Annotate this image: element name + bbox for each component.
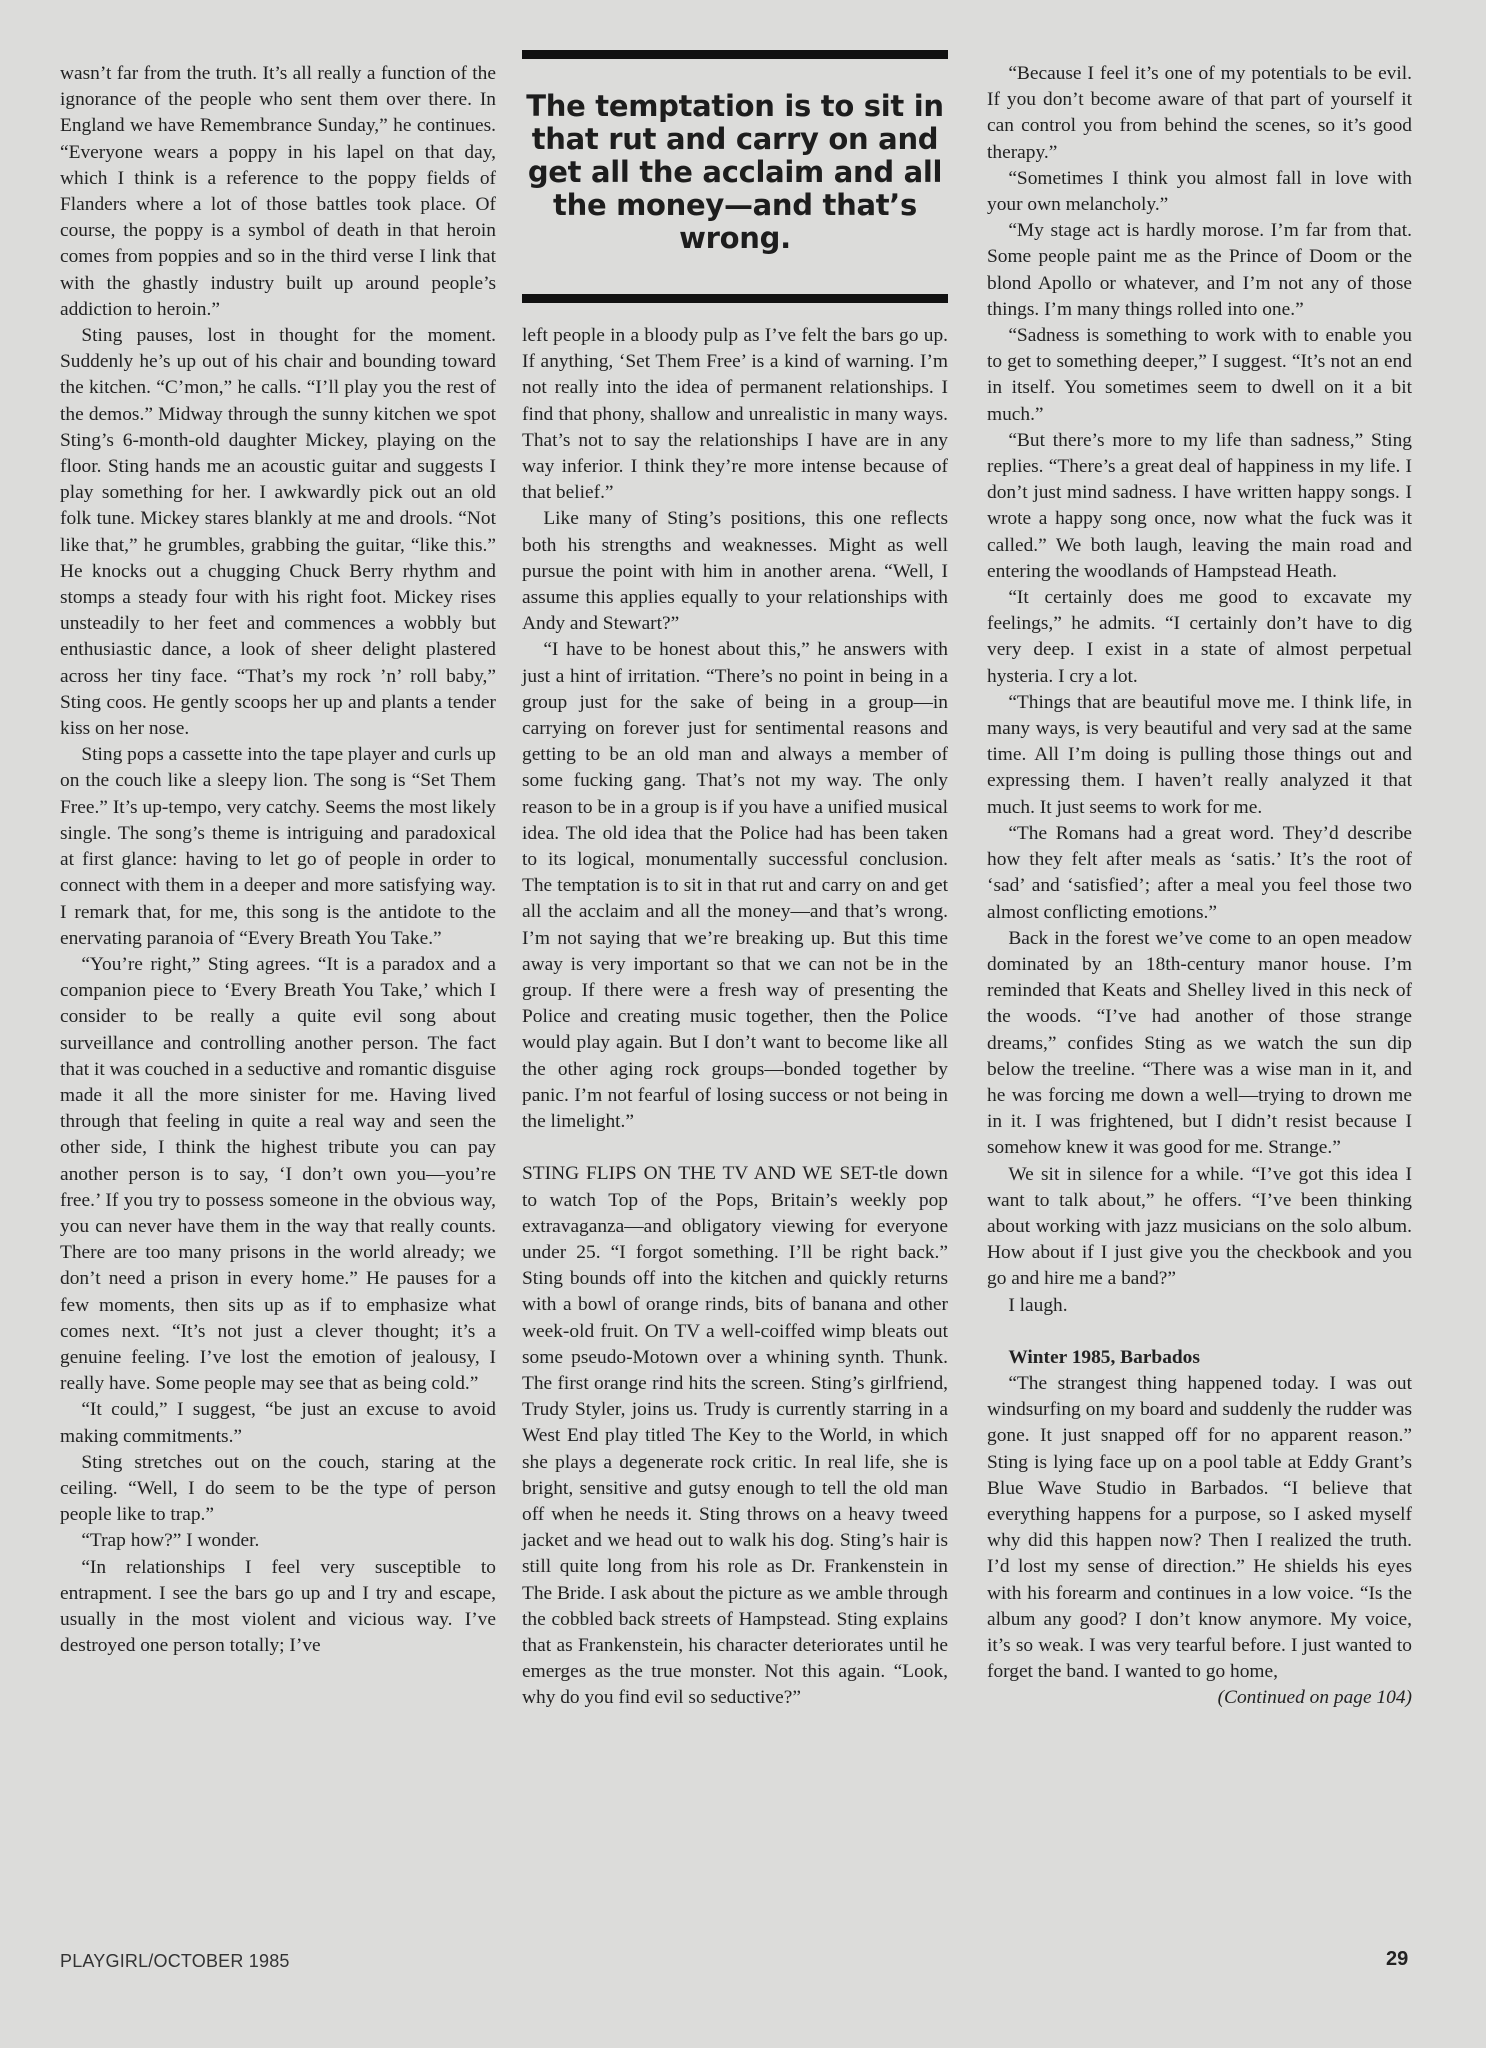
- paragraph: “I have to be honest about this,” he answers with just a hint of irritation. “There’s no point in being in a group just for the sake of being in a group—in carrying on forever just for sentimental reasons and getting to be an old man and always a member of some fucking gang. That’s not my way. The only reason to be in a group is if you have a unified musical idea. The old idea that the Police had has been taken to its logical, monumentally successful conclusion. The temptation is to sit in that rut and carry on and get all the acclaim and all the money—and that’s wrong. I’m not saying that we’re breaking up. But this time away is very important so that we can not be in the group. If there were a fresh way of presenting the Police and creating music together, then the Police would play again. But I don’t want to become like all the other aging rock groups—bonded together by panic. I’m not fearful of losing success or not being in the limelight.”: [522, 639, 948, 1133]
- section-paragraph: [522, 1161, 948, 1711]
- continued-jump-line: (Continued on page 104): [1217, 1687, 1412, 1709]
- section-subhead: Winter 1985, Barbados: [1008, 1346, 1200, 1368]
- section-break: [987, 1319, 1412, 1345]
- paragraph: “Because I feel it’s one of my potentials to be evil. If you don’t become aware of that part of yourself it can control you from behind the scenes, so it’s good therapy.”: [987, 63, 1412, 163]
- paragraph: “It could,” I suggest, “be just an excuse to avoid making commitments.”: [60, 1399, 496, 1447]
- paragraph: “But there’s more to my life than sadness,” Sting replies. “There’s a great deal of happiness in my life. I don’t just mind sadness. I have written happy songs. I wrote a happy song once, now what the fuck was it called.” We both laugh, leaving the main road and entering the woodlands of Hampstead Heath.: [987, 429, 1412, 582]
- paragraph: Back in the forest we’ve come to an open meadow dominated by an 18th-century manor house. I’m reminded that Keats and Shelley lived in this neck of the woods. “I’ve had another of those strange dreams,” confides Sting as we watch the sun dip below the treeline. “There was a wise man in it, and he was forcing me down a well—trying to drown me in it. I was frightened, but I didn’t resist because I somehow knew it was good for me. Strange.”: [987, 927, 1412, 1159]
- column-right: [987, 61, 1412, 1712]
- paragraph: “Trap how?” I wonder.: [81, 1530, 260, 1552]
- paragraph: “Sadness is something to work with to enable you to get to something deeper,” I suggest. “It’s not an end in itself. You sometimes seem to dwell on it a bit much.”: [987, 325, 1412, 425]
- paragraph: “You’re right,” Sting agrees. “It is a paradox and a companion piece to ‘Every Breath You Take,’ which I consider to be really a quite evil song about surveillance and controlling another person. The fact that it was couched in a seductive and romantic disguise made it all the more sinister for me. Having lived through that feeling in quite a real way and seen the other side, I think the highest tribute you can pay another person is to say, ‘I don’t own you—you’re free.’ If you try to possess someone in the obvious way, you can never have them in the way that really counts. There are too many prisons in the world already; we don’t need a prison in every home.” He pauses for a few moments, then sits up as if to emphasize what comes next. “It’s not just a clever thought; it’s a genuine feeling. I’ve lost the emotion of jealousy, I really have. Some people may see that as being cold.”: [60, 953, 496, 1395]
- paragraph: “Things that are beautiful move me. I think life, in many ways, is very beautiful and very sad at the same time. All I’m doing is pulling those things out and expressing them. I haven’t really analyzed it that much. It just seems to work for me.: [987, 691, 1412, 818]
- paragraph: Sting pops a cassette into the tape player and curls up on the couch like a sleepy lion. The song is “Set Them Free.” It’s up-tempo, very catchy. Seems the most likely single. The song’s theme is intriguing and paradoxical at first glance: having to let go of people in order to connect with them in a deeper and more satisfying way. I remark that, for me, this song is the antidote to the enervating paranoia of “Every Breath You Take.”: [60, 744, 496, 949]
- pull-quote-bottom-rule: [522, 294, 948, 303]
- paragraph: “In relationships I feel very susceptible to entrapment. I see the bars go up and I try and escape, usually in the most violent and vicious way. I’ve destroyed one person totally; I’ve: [60, 1556, 496, 1657]
- paragraph: “My stage act is hardly morose. I’m far from that. Some people paint me as the Prince of Doom or the blond Apollo or whatever, and I’m not any of those things. I’m many things rolled into one.”: [987, 220, 1412, 320]
- section-text: tle down to watch Top of the Pops, Britain’s weekly pop extravaganza—and obligatory viewing for everyone under 25. “I forgot something. I’ll be right back.” Sting bounds off into the kitchen and quickly returns with a bowl of orange rinds, bits of banana and other week-old fruit. On TV a well-coiffed wimp bleats out some pseudo-Motown over a whining synth. Thunk. The first orange rind hits the screen. Sting’s girlfriend, Trudy Styler, joins us. Trudy is currently starring in a West End play titled The Key to the World, in which she plays a degenerate rock critic. In real life, she is bright, sensitive and gutsy enough to tell the old man off when he needs it. Sting throws on a heavy tweed jacket and we head out to walk his dog. Sting’s hair is still quite long from his role as Dr. Frankenstein in The Bride. I ask about the picture as we amble through the cobbled back streets of Hampstead. Sting explains that as Frankenstein, his character deteriorates until he emerges as the true monster. Not this again. “Look, why do you find evil so seductive?”: [522, 1163, 949, 1709]
- paragraph: “Sometimes I think you almost fall in love with your own melancholy.”: [987, 167, 1412, 216]
- paragraph: “It certainly does me good to excavate my feelings,” he admits. “I certainly don’t have to dig very deep. I exist in a state of almost perpetual hysteria. I cry a lot.: [987, 587, 1412, 687]
- paragraph: Like many of Sting’s positions, this one reflects both his strengths and weaknesses. Might as well pursue the point with him in another arena. “Well, I assume this applies equally to your relationships with Andy and Stewart?”: [522, 508, 948, 635]
- pull-quote-top-rule: [522, 50, 948, 59]
- section-lead-in: STING FLIPS ON THE TV AND WE SET-: [522, 1163, 879, 1185]
- paragraph: “The strangest thing happened today. I was out windsurfing on my board and suddenly the rudder was gone. It just snapped off for no apparent reason.” Sting is lying face up on a pool table at Eddy Grant’s Blue Wave Studio in Barbados. “I believe that everything happens for a purpose, so I asked myself why did this happen now? Then I realized the truth. I’d lost my sense of direction.” He shields his eyes with his forearm and continues in a low voice. “Is the album any good? I don’t know anymore. My voice, it’s so weak. I was very tearful before. I just wanted to forget the band. I wanted to go home,: [987, 1372, 1412, 1683]
- pull-quote: [522, 50, 948, 300]
- paragraph: wasn’t far from the truth. It’s all really a function of the ignorance of the people who sent them over there. In England we have Remembrance Sunday,” he continues. “Everyone wears a poppy in his lapel on that day, which I think is a reference to the poppy fields of Flanders where a lot of those battles took place. Of course, the poppy is a symbol of death in that heroin comes from poppies and so in the third verse I link that with the ghastly industry built up around people’s addiction to heroin.”: [60, 63, 496, 320]
- paragraph: Sting pauses, lost in thought for the moment. Suddenly he’s up out of his chair and bounding toward the kitchen. “C’mon,” he calls. “I’ll play you the rest of the demos.” Midway through the sunny kitchen we spot Sting’s 6-month-old daughter Mickey, playing on the floor. Sting hands me an acoustic guitar and suggests I play something for her. I awkwardly pick out an old folk tune. Mickey stares blankly at me and drools. “Not like that,” he grumbles, grabbing the guitar, “like this.” He knocks out a chugging Chuck Berry rhythm and stomps a steady four with his right foot. Mickey rises unsteadily to her feet and commences a wobbly but enthusiastic dance, a look of sheer delight plastered across her tiny face. “That’s my rock ’n’ roll baby,” Sting coos. He gently scoops her up and plants a tender kiss on her nose.: [60, 325, 496, 740]
- paragraph: I laugh.: [1008, 1294, 1068, 1316]
- page-number: 29: [1386, 1948, 1409, 1970]
- paragraph: Sting stretches out on the couch, staring at the ceiling. “Well, I do seem to be the type of person people like to trap.”: [60, 1451, 496, 1526]
- column-left: [60, 61, 496, 1659]
- paragraph: left people in a bloody pulp as I’ve felt the bars go up. If anything, ‘Set Them Free’ is a kind of warning. I’m not really into the idea of permanent relationships. I find that phony, shallow and unrealistic in many ways. That’s not to say the relationships I have are in any way inferior. I think they’re more intense because of that belief.”: [522, 325, 948, 504]
- column-middle: [522, 323, 948, 1712]
- paragraph: We sit in silence for a while. “I’ve got this idea I want to talk about,” he offers. “I’ve been thinking about working with jazz musicians on the solo album. How about if I just give you the checkbook and you go and hire me a band?”: [987, 1163, 1412, 1290]
- section-break: [522, 1135, 948, 1161]
- publication-folio: PLAYGIRL/OCTOBER 1985: [60, 1951, 290, 1971]
- paragraph: “The Romans had a great word. They’d describe how they felt after meals as ‘satis.’ It’s the root of ‘sad’ and ‘satisfied’; after a meal you feel those two almost conflicting emotions.”: [987, 822, 1412, 923]
- pull-quote-text: The temptation is to sit in that rut and carry on and get all the acclaim and all the money—and that’s wrong.: [526, 89, 944, 255]
